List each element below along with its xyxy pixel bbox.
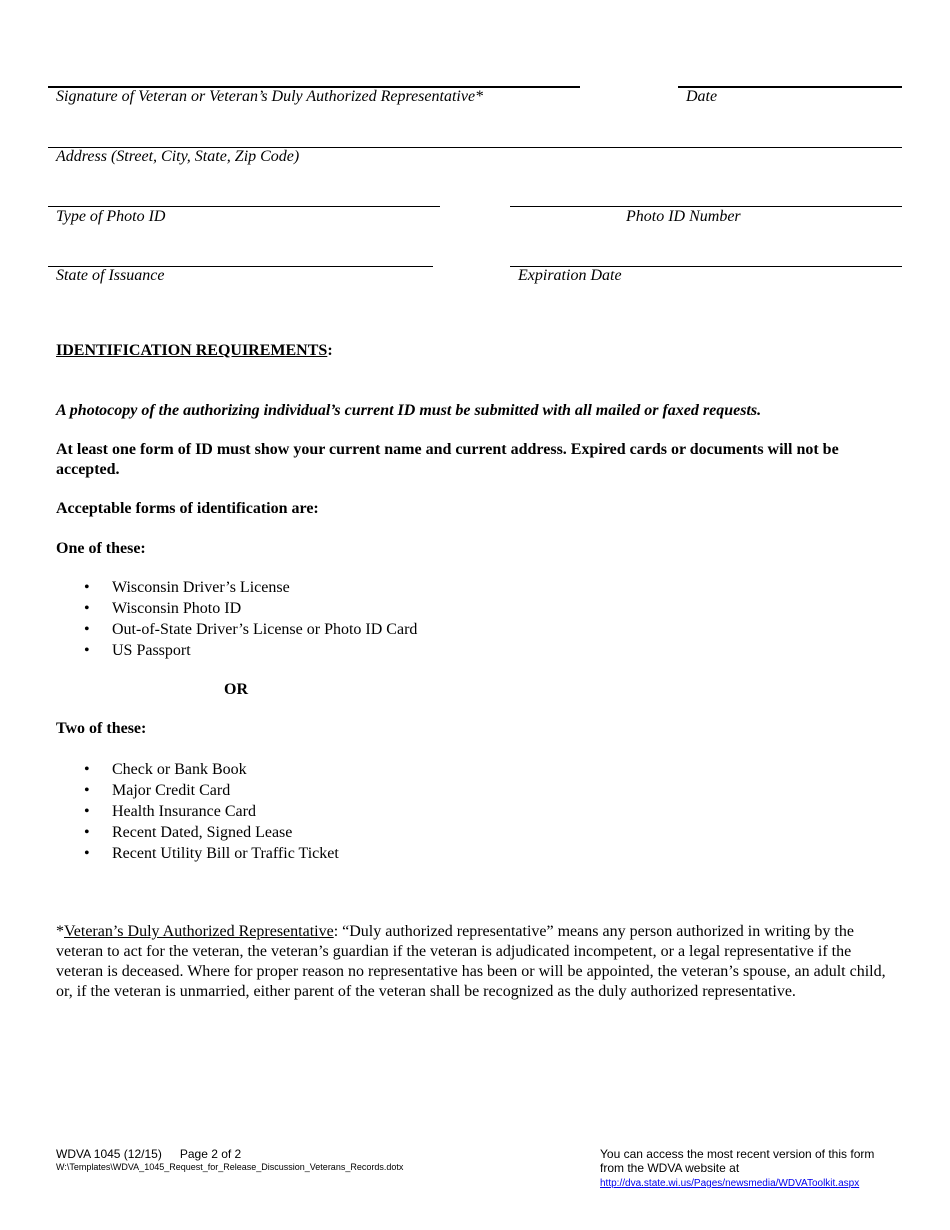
two-of-these-item [56, 780, 339, 801]
acceptable-forms-heading: Acceptable forms of identification are: [56, 500, 319, 517]
bullet-icon: • [84, 782, 90, 799]
two-of-these-item [56, 801, 339, 822]
footer-right [600, 1147, 900, 1191]
two-of-these-item [56, 822, 339, 843]
footer-access-line1: You can access the most recent version of this form [600, 1147, 875, 1161]
footer-access-line2: from the WDVA website at [600, 1161, 740, 1175]
bullet-icon: • [84, 642, 90, 659]
representative-footnote [56, 922, 898, 1002]
one-of-these-item [56, 640, 417, 661]
one-of-these-item-text: Wisconsin Driver’s License [112, 579, 290, 596]
identification-heading-text: IDENTIFICATION REQUIREMENTS [56, 342, 328, 359]
footer-form-id: WDVA 1045 (12/15) [56, 1147, 162, 1161]
bullet-icon: • [84, 761, 90, 778]
photocopy-note: A photocopy of the authorizing individual’s current ID must be submitted with all mailed or faxed requests. [56, 402, 762, 419]
one-of-these-item-text: Out-of-State Driver’s License or Photo ID Card [112, 621, 418, 638]
two-of-these-item-text: Health Insurance Card [112, 803, 256, 820]
footnote-text: : “Duly authorized representative” means any person authorized in writing by the veteran to act for the veteran, the veteran’s guardian if the veteran is adjudicated incompetent, or a legal representative if the veteran is deceased. Where for proper reason no representative has been or will be appointed, the veteran’s spouse, an adult child, or, if the veteran is unmarried, either parent of the veteran shall be recognized as the duly authorized representative. [56, 923, 886, 1000]
footer-template-path: W:\Templates\WDVA_1045_Request_for_Release_Discussion_Veterans_Records.dotx [56, 1162, 404, 1172]
address-label: Address (Street, City, State, Zip Code) [56, 148, 300, 165]
photo-id-number-label: Photo ID Number [626, 208, 741, 225]
two-of-these-item-text: Recent Utility Bill or Traffic Ticket [112, 845, 339, 862]
photo-id-number-line[interactable] [510, 206, 902, 207]
heading-colon: : [327, 342, 333, 359]
two-of-these-item [56, 843, 339, 864]
current-address-note: At least one form of ID must show your current name and current address. Expired cards or documents will not be accepted. [56, 441, 839, 478]
bullet-icon: • [84, 845, 90, 862]
date-label: Date [686, 88, 718, 105]
one-of-these-list [56, 577, 417, 661]
one-of-these-item [56, 619, 417, 640]
footer-form-info [56, 1147, 403, 1161]
bullet-icon: • [84, 579, 90, 596]
two-of-these-item-text: Check or Bank Book [112, 761, 247, 778]
photo-id-type-label: Type of Photo ID [56, 208, 166, 225]
or-separator: OR [224, 681, 248, 698]
one-of-these-heading: One of these: [56, 540, 146, 557]
one-of-these-item-text: Wisconsin Photo ID [112, 600, 242, 617]
one-of-these-item [56, 598, 417, 619]
footnote-term: Veteran’s Duly Authorized Representative [64, 923, 334, 940]
two-of-these-item [56, 759, 339, 780]
two-of-these-item-text: Recent Dated, Signed Lease [112, 824, 293, 841]
one-of-these-item [56, 577, 417, 598]
photo-id-type-line[interactable] [48, 206, 440, 207]
two-of-these-item-text: Major Credit Card [112, 782, 231, 799]
signature-label: Signature of Veteran or Veteran’s Duly Authorized Representative* [56, 88, 484, 105]
bullet-icon: • [84, 600, 90, 617]
one-of-these-item-text: US Passport [112, 642, 191, 659]
two-of-these-list [56, 759, 339, 864]
footer-page-number: Page 2 of 2 [179, 1147, 242, 1161]
bullet-icon: • [84, 824, 90, 841]
footer-left [56, 1147, 403, 1173]
footnote-asterisk: * [56, 923, 64, 940]
identification-heading [56, 342, 333, 360]
two-of-these-heading: Two of these: [56, 720, 147, 737]
bullet-icon: • [84, 621, 90, 638]
state-issuance-label: State of Issuance [56, 267, 165, 284]
bullet-icon: • [84, 803, 90, 820]
expiration-date-label: Expiration Date [518, 267, 622, 284]
wdva-toolkit-link[interactable]: http://dva.state.wi.us/Pages/newsmedia/WDVAToolkit.aspx [600, 1178, 860, 1189]
